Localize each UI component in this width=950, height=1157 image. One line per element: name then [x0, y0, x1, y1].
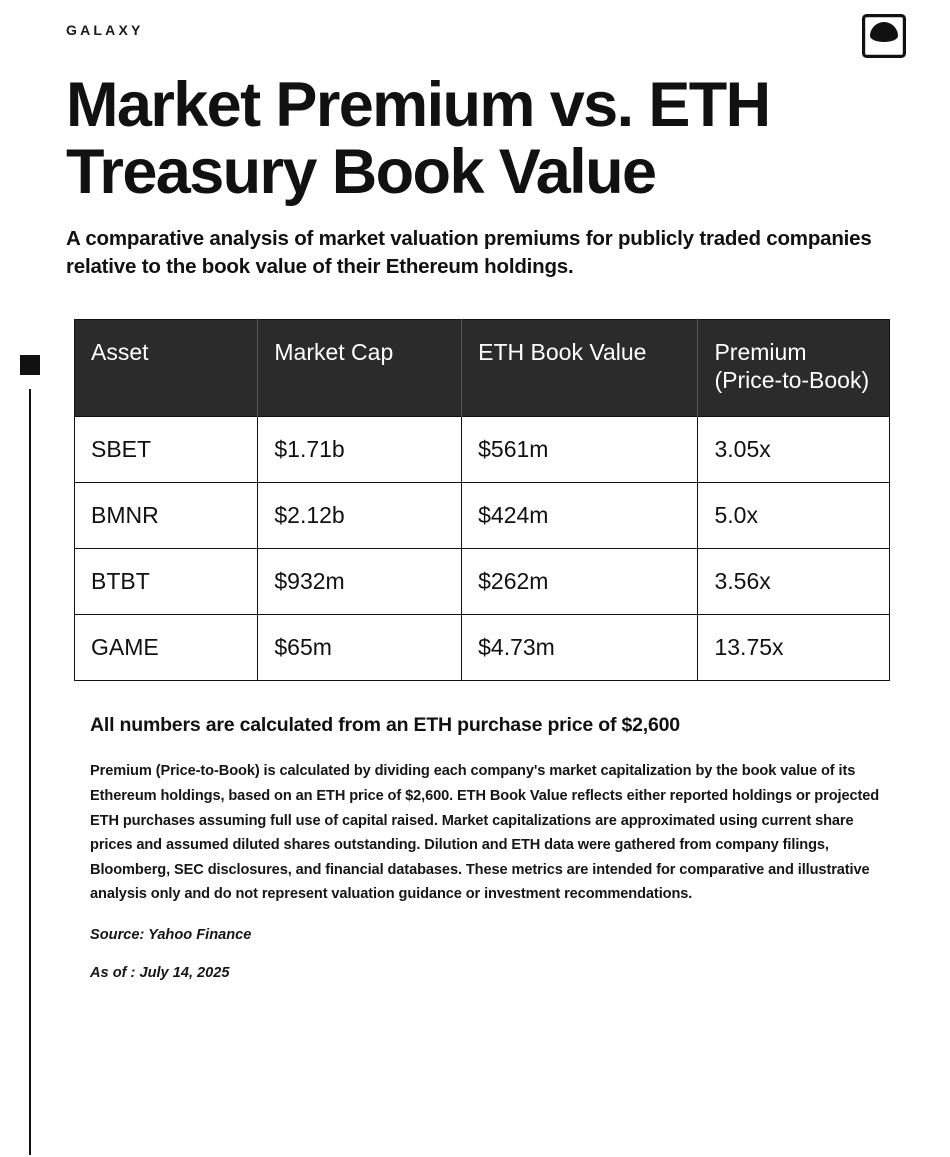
cell-premium: 3.05x: [698, 417, 890, 483]
cell-asset: BTBT: [75, 549, 258, 615]
column-header-asset: Asset: [75, 320, 258, 417]
source-line: Source: Yahoo Finance: [90, 926, 252, 943]
decorative-rail: [0, 355, 40, 1155]
rail-square-marker: [20, 355, 40, 375]
table-row: [75, 549, 890, 615]
column-header-eth-book-value: ETH Book Value: [462, 320, 698, 417]
brand-wordmark: GALAXY: [66, 22, 144, 38]
page-subtitle: A comparative analysis of market valuation premiums for publicly traded companies relative to the book value of their Ethereum holdings.: [66, 226, 872, 279]
cell-premium: 5.0x: [698, 483, 890, 549]
cell-market-cap: $932m: [258, 549, 462, 615]
table-row: [75, 483, 890, 549]
column-header-premium: Premium (Price-to-Book): [698, 320, 890, 417]
cell-market-cap: $2.12b: [258, 483, 462, 549]
cell-asset: GAME: [75, 615, 258, 681]
premium-table: [74, 319, 890, 681]
cell-eth-book-value: $262m: [462, 549, 698, 615]
cell-asset: BMNR: [75, 483, 258, 549]
cell-asset: SBET: [75, 417, 258, 483]
cell-eth-book-value: $561m: [462, 417, 698, 483]
header: [30, 0, 920, 66]
data-table-container: [74, 319, 890, 681]
galaxy-logo-icon: [862, 14, 906, 58]
table-row: [75, 615, 890, 681]
table-row: [75, 417, 890, 483]
cell-premium: 13.75x: [698, 615, 890, 681]
notes-headline: All numbers are calculated from an ETH purchase price of $2,600: [90, 714, 680, 737]
page-title: Market Premium vs. ETH Treasury Book Value: [66, 70, 770, 208]
cell-market-cap: $65m: [258, 615, 462, 681]
column-header-market-cap: Market Cap: [258, 320, 462, 417]
cell-premium: 3.56x: [698, 549, 890, 615]
table-header-row: [75, 320, 890, 417]
as-of-line: As of : July 14, 2025: [90, 964, 230, 981]
cell-eth-book-value: $424m: [462, 483, 698, 549]
cell-eth-book-value: $4.73m: [462, 615, 698, 681]
notes-body: Premium (Price-to-Book) is calculated by dividing each company's market capitalization by the book value of its Ethereum holdings, based on an ETH price of $2,600. ETH Book Value reflects either reported holdings or projected ETH purchases assuming full use of capital raised. Market capitalizations are approximated using current share prices and assumed diluted shares outstanding. Dilution and ETH data were gathered from company filings, Bloomberg, SEC disclosures, and financial databases. These metrics are intended for comparative and illustrative analysis only and do not represent valuation guidance or investment recommendations.: [90, 763, 880, 903]
cell-market-cap: $1.71b: [258, 417, 462, 483]
rail-vertical-line: [29, 389, 31, 1155]
